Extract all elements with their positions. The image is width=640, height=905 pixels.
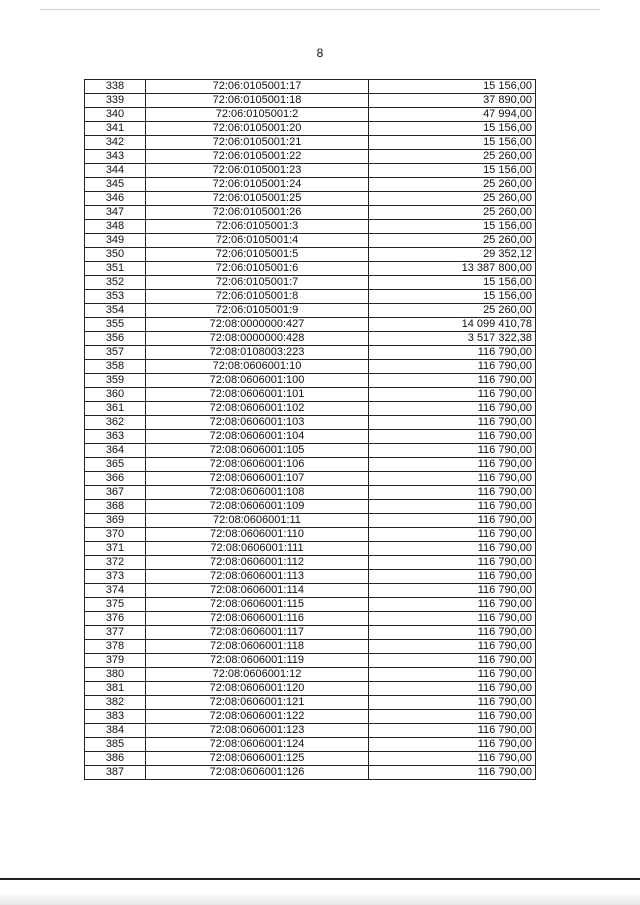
cadastral-number-cell: 72:08:0606001:125 [146, 752, 369, 766]
value-cell: 116 790,00 [369, 514, 536, 528]
row-number-cell: 372 [85, 556, 146, 570]
table-row [85, 444, 536, 458]
cadastral-number-cell: 72:06:0105001:6 [146, 262, 369, 276]
row-number-cell: 344 [85, 164, 146, 178]
row-number-cell: 354 [85, 304, 146, 318]
value-cell: 14 099 410,78 [369, 318, 536, 332]
table-row [85, 136, 536, 150]
table-row [85, 724, 536, 738]
cadastral-number-cell: 72:06:0105001:8 [146, 290, 369, 304]
table-row [85, 94, 536, 108]
row-number-cell: 338 [85, 80, 146, 94]
cadastral-number-cell: 72:08:0606001:10 [146, 360, 369, 374]
value-cell: 116 790,00 [369, 626, 536, 640]
value-cell: 116 790,00 [369, 752, 536, 766]
table-row [85, 332, 536, 346]
row-number-cell: 358 [85, 360, 146, 374]
cadastral-number-cell: 72:08:0606001:111 [146, 542, 369, 556]
cadastral-number-cell: 72:08:0606001:120 [146, 682, 369, 696]
cadastral-number-cell: 72:08:0606001:123 [146, 724, 369, 738]
table-row [85, 80, 536, 94]
table-row [85, 738, 536, 752]
row-number-cell: 352 [85, 276, 146, 290]
row-number-cell: 378 [85, 640, 146, 654]
cadastral-number-cell: 72:08:0606001:122 [146, 710, 369, 724]
row-number-cell: 363 [85, 430, 146, 444]
table-row [85, 472, 536, 486]
table-row [85, 374, 536, 388]
row-number-cell: 347 [85, 206, 146, 220]
row-number-cell: 350 [85, 248, 146, 262]
value-cell: 116 790,00 [369, 766, 536, 780]
table-row [85, 192, 536, 206]
value-cell: 116 790,00 [369, 612, 536, 626]
table-row [85, 248, 536, 262]
cadastral-number-cell: 72:08:0606001:124 [146, 738, 369, 752]
table-row [85, 220, 536, 234]
row-number-cell: 371 [85, 542, 146, 556]
table-row [85, 682, 536, 696]
value-cell: 29 352,12 [369, 248, 536, 262]
value-cell: 116 790,00 [369, 724, 536, 738]
table-row [85, 598, 536, 612]
table-row [85, 388, 536, 402]
value-cell: 116 790,00 [369, 570, 536, 584]
cadastral-number-cell: 72:06:0105001:17 [146, 80, 369, 94]
row-number-cell: 377 [85, 626, 146, 640]
table-row [85, 570, 536, 584]
row-number-cell: 365 [85, 458, 146, 472]
table-row [85, 486, 536, 500]
row-number-cell: 380 [85, 668, 146, 682]
cadastral-number-cell: 72:08:0606001:100 [146, 374, 369, 388]
value-cell: 116 790,00 [369, 738, 536, 752]
cadastral-number-cell: 72:08:0606001:110 [146, 528, 369, 542]
cadastral-number-cell: 72:08:0606001:101 [146, 388, 369, 402]
value-cell: 116 790,00 [369, 430, 536, 444]
cadastral-number-cell: 72:08:0606001:113 [146, 570, 369, 584]
value-cell: 25 260,00 [369, 192, 536, 206]
table-row [85, 164, 536, 178]
cadastral-number-cell: 72:06:0105001:20 [146, 122, 369, 136]
table-row [85, 654, 536, 668]
table-row [85, 668, 536, 682]
cadastral-number-cell: 72:08:0606001:118 [146, 640, 369, 654]
row-number-cell: 368 [85, 500, 146, 514]
cadastral-number-cell: 72:06:0105001:24 [146, 178, 369, 192]
value-cell: 116 790,00 [369, 360, 536, 374]
value-cell: 15 156,00 [369, 122, 536, 136]
bottom-rule [0, 878, 640, 880]
cadastral-number-cell: 72:08:0606001:107 [146, 472, 369, 486]
cadastral-number-cell: 72:06:0105001:9 [146, 304, 369, 318]
table-row [85, 360, 536, 374]
cadastral-number-cell: 72:08:0000000:427 [146, 318, 369, 332]
table-row [85, 150, 536, 164]
table-row [85, 696, 536, 710]
row-number-cell: 369 [85, 514, 146, 528]
cadastral-number-cell: 72:08:0606001:112 [146, 556, 369, 570]
value-cell: 116 790,00 [369, 416, 536, 430]
value-cell: 116 790,00 [369, 654, 536, 668]
table-row [85, 318, 536, 332]
table-row [85, 430, 536, 444]
value-cell: 13 387 800,00 [369, 262, 536, 276]
cadastral-number-cell: 72:06:0105001:5 [146, 248, 369, 262]
cadastral-number-cell: 72:08:0606001:11 [146, 514, 369, 528]
table-row [85, 276, 536, 290]
value-cell: 116 790,00 [369, 528, 536, 542]
row-number-cell: 361 [85, 402, 146, 416]
row-number-cell: 356 [85, 332, 146, 346]
table-row [85, 710, 536, 724]
row-number-cell: 375 [85, 598, 146, 612]
row-number-cell: 367 [85, 486, 146, 500]
row-number-cell: 355 [85, 318, 146, 332]
row-number-cell: 340 [85, 108, 146, 122]
value-cell: 15 156,00 [369, 220, 536, 234]
value-cell: 116 790,00 [369, 388, 536, 402]
table-row [85, 766, 536, 780]
value-cell: 116 790,00 [369, 500, 536, 514]
value-cell: 116 790,00 [369, 584, 536, 598]
table-row [85, 234, 536, 248]
cadastral-number-cell: 72:06:0105001:23 [146, 164, 369, 178]
table-row [85, 640, 536, 654]
cadastral-number-cell: 72:08:0606001:102 [146, 402, 369, 416]
row-number-cell: 359 [85, 374, 146, 388]
row-number-cell: 348 [85, 220, 146, 234]
row-number-cell: 373 [85, 570, 146, 584]
row-number-cell: 349 [85, 234, 146, 248]
value-cell: 116 790,00 [369, 668, 536, 682]
row-number-cell: 343 [85, 150, 146, 164]
value-cell: 37 890,00 [369, 94, 536, 108]
row-number-cell: 342 [85, 136, 146, 150]
table-row [85, 514, 536, 528]
cadastral-number-cell: 72:08:0606001:115 [146, 598, 369, 612]
cadastral-number-cell: 72:08:0606001:109 [146, 500, 369, 514]
cadastral-number-cell: 72:08:0606001:105 [146, 444, 369, 458]
cadastral-number-cell: 72:08:0606001:126 [146, 766, 369, 780]
cadastral-number-cell: 72:06:0105001:22 [146, 150, 369, 164]
cadastral-number-cell: 72:08:0606001:114 [146, 584, 369, 598]
value-cell: 116 790,00 [369, 598, 536, 612]
cadastral-number-cell: 72:08:0606001:108 [146, 486, 369, 500]
cadastral-table [84, 79, 536, 780]
row-number-cell: 366 [85, 472, 146, 486]
row-number-cell: 387 [85, 766, 146, 780]
row-number-cell: 345 [85, 178, 146, 192]
value-cell: 25 260,00 [369, 150, 536, 164]
cadastral-number-cell: 72:08:0606001:119 [146, 654, 369, 668]
row-number-cell: 383 [85, 710, 146, 724]
row-number-cell: 382 [85, 696, 146, 710]
cadastral-number-cell: 72:08:0606001:117 [146, 626, 369, 640]
table-row [85, 626, 536, 640]
value-cell: 3 517 322,38 [369, 332, 536, 346]
value-cell: 116 790,00 [369, 472, 536, 486]
value-cell: 15 156,00 [369, 80, 536, 94]
row-number-cell: 385 [85, 738, 146, 752]
row-number-cell: 351 [85, 262, 146, 276]
cadastral-number-cell: 72:08:0606001:106 [146, 458, 369, 472]
cadastral-number-cell: 72:08:0606001:103 [146, 416, 369, 430]
table-row [85, 122, 536, 136]
cadastral-number-cell: 72:06:0105001:2 [146, 108, 369, 122]
cadastral-number-cell: 72:08:0606001:104 [146, 430, 369, 444]
value-cell: 25 260,00 [369, 234, 536, 248]
value-cell: 116 790,00 [369, 682, 536, 696]
row-number-cell: 346 [85, 192, 146, 206]
table-row [85, 542, 536, 556]
row-number-cell: 379 [85, 654, 146, 668]
table-row [85, 304, 536, 318]
value-cell: 15 156,00 [369, 136, 536, 150]
row-number-cell: 360 [85, 388, 146, 402]
table-row [85, 528, 536, 542]
table-row [85, 108, 536, 122]
row-number-cell: 374 [85, 584, 146, 598]
table-row [85, 458, 536, 472]
value-cell: 25 260,00 [369, 206, 536, 220]
page-number: 8 [316, 46, 324, 60]
row-number-cell: 364 [85, 444, 146, 458]
cadastral-number-cell: 72:06:0105001:18 [146, 94, 369, 108]
row-number-cell: 386 [85, 752, 146, 766]
row-number-cell: 376 [85, 612, 146, 626]
value-cell: 116 790,00 [369, 346, 536, 360]
cadastral-number-cell: 72:06:0105001:26 [146, 206, 369, 220]
table-row [85, 402, 536, 416]
cadastral-number-cell: 72:08:0606001:116 [146, 612, 369, 626]
table-row [85, 584, 536, 598]
cadastral-number-cell: 72:06:0105001:21 [146, 136, 369, 150]
row-number-cell: 357 [85, 346, 146, 360]
cadastral-number-cell: 72:08:0108003:223 [146, 346, 369, 360]
value-cell: 116 790,00 [369, 444, 536, 458]
value-cell: 25 260,00 [369, 304, 536, 318]
value-cell: 15 156,00 [369, 276, 536, 290]
value-cell: 116 790,00 [369, 710, 536, 724]
table-row [85, 346, 536, 360]
table-row [85, 416, 536, 430]
table-row [85, 612, 536, 626]
table-row [85, 290, 536, 304]
table-row [85, 206, 536, 220]
cadastral-number-cell: 72:08:0000000:428 [146, 332, 369, 346]
table-row [85, 752, 536, 766]
row-number-cell: 339 [85, 94, 146, 108]
row-number-cell: 381 [85, 682, 146, 696]
cadastral-number-cell: 72:06:0105001:7 [146, 276, 369, 290]
table-row [85, 556, 536, 570]
value-cell: 116 790,00 [369, 696, 536, 710]
table-row [85, 500, 536, 514]
table-row [85, 178, 536, 192]
row-number-cell: 362 [85, 416, 146, 430]
cadastral-number-cell: 72:08:0606001:12 [146, 668, 369, 682]
value-cell: 116 790,00 [369, 486, 536, 500]
row-number-cell: 384 [85, 724, 146, 738]
row-number-cell: 353 [85, 290, 146, 304]
top-rule [40, 9, 600, 10]
table-row [85, 262, 536, 276]
value-cell: 15 156,00 [369, 290, 536, 304]
row-number-cell: 341 [85, 122, 146, 136]
value-cell: 116 790,00 [369, 556, 536, 570]
value-cell: 116 790,00 [369, 640, 536, 654]
row-number-cell: 370 [85, 528, 146, 542]
value-cell: 15 156,00 [369, 164, 536, 178]
table-body [85, 80, 536, 780]
cadastral-number-cell: 72:08:0606001:121 [146, 696, 369, 710]
value-cell: 116 790,00 [369, 542, 536, 556]
value-cell: 25 260,00 [369, 178, 536, 192]
cadastral-number-cell: 72:06:0105001:4 [146, 234, 369, 248]
cadastral-number-cell: 72:06:0105001:3 [146, 220, 369, 234]
value-cell: 116 790,00 [369, 374, 536, 388]
cadastral-number-cell: 72:06:0105001:25 [146, 192, 369, 206]
value-cell: 116 790,00 [369, 402, 536, 416]
value-cell: 47 994,00 [369, 108, 536, 122]
value-cell: 116 790,00 [369, 458, 536, 472]
